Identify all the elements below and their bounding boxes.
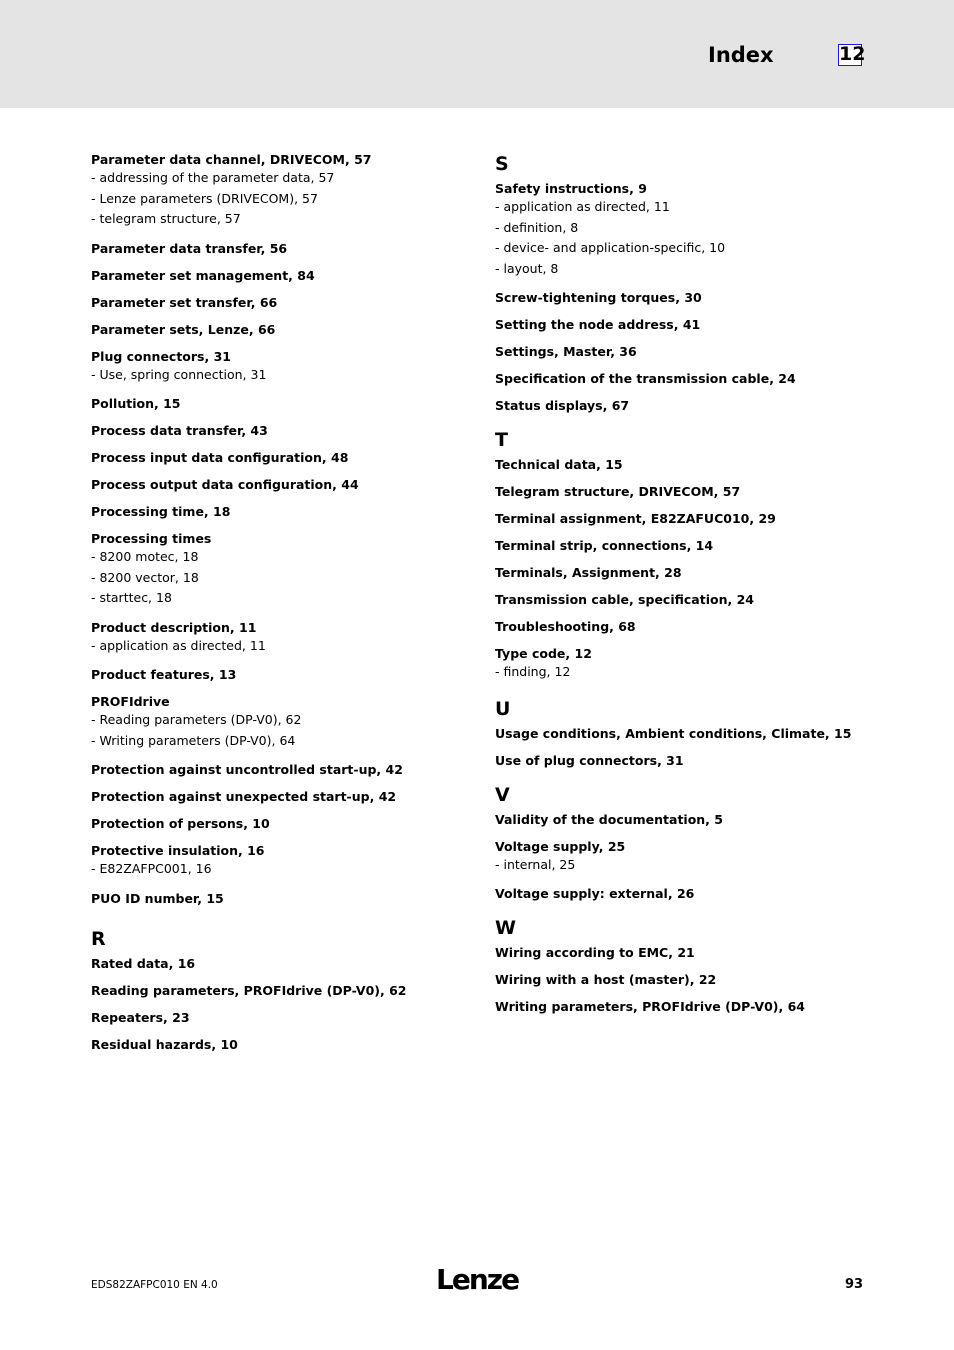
index-main-term[interactable]: Wiring according to EMC, 21 [495,945,695,960]
index-entry [91,619,491,657]
index-entry [495,456,895,473]
index-main-term[interactable]: Process input data configuration, 48 [91,450,349,465]
index-main-term[interactable]: Protective insulation, 16 [91,843,265,858]
index-main-term[interactable]: Voltage supply: external, 26 [495,886,695,901]
index-main-term[interactable]: Safety instructions, 9 [495,181,647,196]
index-entry [495,752,895,769]
index-entry [91,151,491,230]
index-main-term[interactable]: PUO ID number, 15 [91,890,224,906]
index-main-term[interactable]: Screw-tightening torques, 30 [495,290,702,305]
index-section [495,783,895,903]
index-main-term[interactable]: Parameter set transfer, 66 [91,294,278,310]
index-entry [495,591,895,608]
index-section [495,152,895,414]
index-sub-term[interactable]: - Writing parameters (DP-V0), 64 [91,732,296,748]
index-main-term[interactable]: Terminals, Assignment, 28 [495,565,682,580]
index-main-term[interactable]: Rated data, 16 [91,955,196,971]
index-entry [495,289,895,306]
index-main-term[interactable]: Status displays, 67 [495,398,630,413]
index-entry [495,343,895,360]
section-letter: R [91,927,106,950]
index-entry [91,1009,491,1026]
index-main-term[interactable]: Parameter data transfer, 56 [91,240,288,256]
index-entry [91,267,491,284]
index-main-term[interactable]: Reading parameters, PROFIdrive (DP-V0), 62 [91,982,407,998]
index-entry [91,449,491,466]
index-main-term[interactable]: Parameter sets, Lenze, 66 [91,321,276,337]
index-entry [495,370,895,387]
index-entry [91,761,491,778]
index-entry [91,982,491,999]
index-entry [91,693,491,751]
index-entry [495,180,895,279]
index-main-term[interactable]: Parameter set management, 84 [91,267,315,283]
index-main-term[interactable]: Terminal strip, connections, 14 [495,538,714,553]
index-sub-term[interactable]: - layout, 8 [495,260,559,276]
index-entry [495,316,895,333]
index-main-term[interactable]: Product description, 11 [91,619,257,635]
index-entry [495,725,895,742]
index-main-term[interactable]: Type code, 12 [495,646,592,661]
index-sub-term[interactable]: - device- and application-specific, 10 [495,240,726,255]
index-main-term[interactable]: Product features, 13 [91,667,237,682]
index-section [91,927,491,1053]
index-entry [91,294,491,311]
chapter-number-link[interactable]: 12 [839,43,866,65]
index-main-term[interactable]: Settings, Master, 36 [495,344,637,359]
index-entry [91,530,491,609]
index-main-term[interactable]: Protection of persons, 10 [91,816,270,831]
index-main-term[interactable]: PROFIdrive [91,694,170,709]
index-entry [495,971,895,988]
index-main-term[interactable]: Protection against unexpected start-up, 42 [91,789,397,804]
section-letter: V [495,783,510,806]
index-main-term[interactable]: Processing times [91,531,212,546]
index-sub-term[interactable]: - telegram structure, 57 [91,211,241,226]
index-sub-term[interactable]: - finding, 12 [495,664,571,679]
index-entry [495,944,895,961]
index-section [495,428,895,683]
index-entry [495,483,895,500]
index-main-term[interactable]: Telegram structure, DRIVECOM, 57 [495,484,741,499]
index-main-term[interactable]: Process data transfer, 43 [91,423,268,438]
index-entry [91,842,491,880]
index-main-term[interactable]: Plug connectors, 31 [91,348,231,364]
index-sub-term[interactable]: - 8200 motec, 18 [91,549,199,564]
index-sub-term[interactable]: - starttec, 18 [91,590,172,605]
index-sub-term[interactable]: - Lenze parameters (DRIVECOM), 57 [91,190,318,206]
index-entry [495,885,895,902]
page-number: 93 [845,1277,864,1292]
index-main-term[interactable]: Writing parameters, PROFIdrive (DP-V0), 64 [495,999,805,1014]
index-entry [91,422,491,439]
index-main-term[interactable]: Troubleshooting, 68 [495,619,636,634]
index-entry [495,811,895,828]
index-main-term[interactable]: Technical data, 15 [495,457,623,472]
index-sub-term[interactable]: - application as directed, 11 [91,637,266,653]
index-main-term[interactable]: Specification of the transmission cable, 24 [495,371,796,386]
index-entry [91,815,491,832]
index-main-term[interactable]: Voltage supply, 25 [495,838,626,854]
lenze-logo: Lenze [436,1263,519,1296]
page-header [0,0,954,108]
index-entry [91,1036,491,1053]
index-entry [495,537,895,554]
index-main-term[interactable]: Process output data configuration, 44 [91,477,359,492]
index-main-term[interactable]: Pollution, 15 [91,396,181,411]
index-entry [91,666,491,683]
index-main-term[interactable]: Use of plug connectors, 31 [495,752,684,768]
section-letter: U [495,697,511,720]
index-section [495,697,895,769]
index-entry [495,998,895,1015]
index-entry [495,397,895,414]
index-entry [91,955,491,972]
index-entry [91,788,491,805]
index-sub-term[interactable]: - E82ZAFPC001, 16 [91,861,212,876]
index-sub-term[interactable]: - application as directed, 11 [495,199,670,214]
index-entry [91,476,491,493]
index-main-term[interactable]: Terminal assignment, E82ZAFUC010, 29 [495,511,776,526]
index-main-term[interactable]: Residual hazards, 10 [91,1036,238,1052]
index-entry [91,348,491,386]
index-main-term[interactable]: Transmission cable, specification, 24 [495,592,754,607]
index-sub-term[interactable]: - addressing of the parameter data, 57 [91,170,335,185]
index-sub-term[interactable]: - Reading parameters (DP-V0), 62 [91,712,302,727]
index-main-term[interactable]: Protection against uncontrolled start-up, 42 [91,762,403,777]
index-entry [91,240,491,257]
index-entry [91,321,491,338]
index-main-term[interactable]: Repeaters, 23 [91,1009,190,1025]
index-entry [91,395,491,412]
section-letter: W [495,917,516,939]
index-sub-term[interactable]: - internal, 25 [495,856,576,872]
index-entry [495,838,895,876]
index-main-term[interactable]: Validity of the documentation, 5 [495,811,723,827]
index-entry [495,564,895,581]
index-sub-term[interactable]: - definition, 8 [495,219,579,235]
index-main-term[interactable]: Parameter data channel, DRIVECOM, 57 [91,152,372,167]
index-entry [495,618,895,635]
document-id: EDS82ZAFPC010 EN 4.0 [91,1279,218,1291]
index-entry [91,503,491,520]
header-title: Index [708,43,774,67]
index-entry [495,645,895,683]
index-main-term[interactable]: Processing time, 18 [91,504,231,519]
index-main-term[interactable]: Wiring with a host (master), 22 [495,972,717,987]
index-entry [495,510,895,527]
index-column-right [495,152,895,1029]
index-column-left [91,151,491,1067]
index-sub-term[interactable]: - 8200 vector, 18 [91,569,199,585]
index-main-term[interactable]: Usage conditions, Ambient conditions, Climate, 15 [495,725,852,741]
index-main-term[interactable]: Setting the node address, 41 [495,317,701,332]
index-section [495,916,895,1015]
index-sub-term[interactable]: - Use, spring connection, 31 [91,366,267,382]
section-letter: S [495,153,509,175]
section-letter: T [495,429,508,451]
index-entry [91,890,491,907]
